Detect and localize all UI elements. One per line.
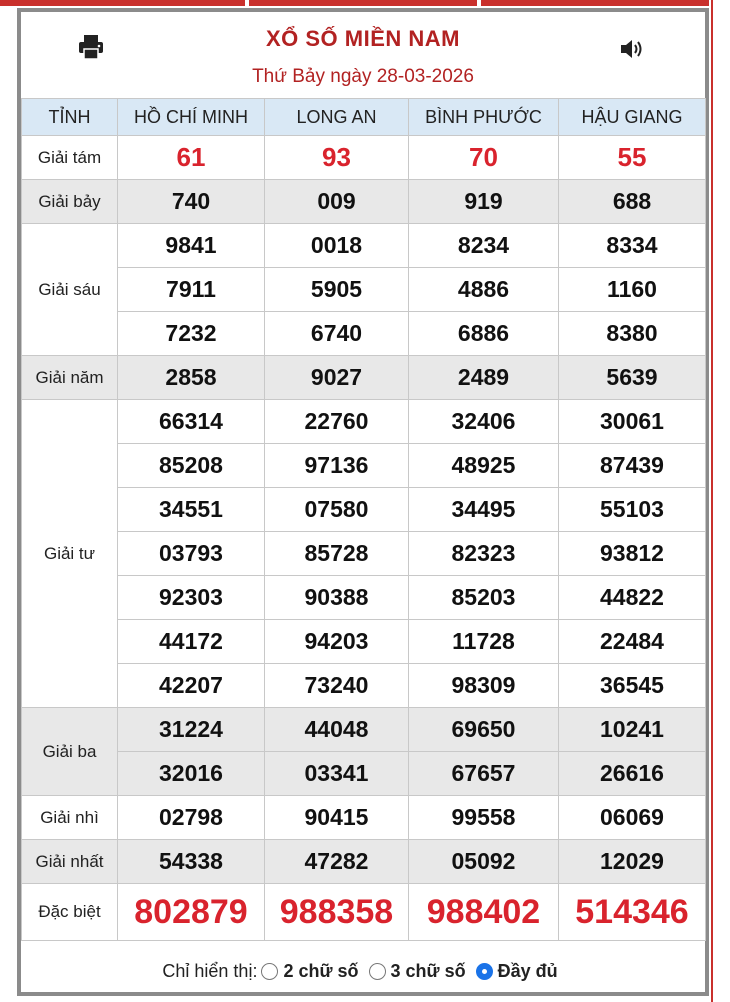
prize-row-g1 (22, 840, 706, 884)
speaker-icon[interactable] (619, 38, 645, 60)
prize-number: 2858 (118, 356, 265, 400)
jackpot-number: 988358 (265, 884, 409, 941)
top-tab-2[interactable] (249, 0, 477, 6)
prize-label: Giải nhì (22, 796, 118, 840)
prize-number: 02798 (118, 796, 265, 840)
prize-number: 34551 (118, 488, 264, 532)
prize-number: 93 (265, 136, 409, 180)
prize-row-g8 (22, 136, 706, 180)
radio-circle-icon[interactable] (261, 963, 278, 980)
prize-number: 740 (118, 180, 265, 224)
prize-row-special (22, 884, 706, 941)
prize-number: 5639 (559, 356, 706, 400)
prize-row-g4 (22, 400, 706, 708)
prize-number: 36545 (600, 672, 664, 698)
prize-number-group (409, 708, 559, 796)
prize-label: Giải tám (22, 136, 118, 180)
jackpot-number: 988402 (409, 884, 559, 941)
province-header-row (22, 99, 706, 136)
prize-number: 70 (409, 136, 559, 180)
prize-number: 54338 (118, 840, 265, 884)
prize-number-group (118, 224, 265, 356)
province-name[interactable]: BÌNH PHƯỚC (409, 99, 559, 136)
prize-number: 48925 (409, 444, 558, 488)
prize-row-g7 (22, 180, 706, 224)
top-tab-3[interactable] (481, 0, 709, 6)
prize-row-g6 (22, 224, 706, 356)
prize-number: 47282 (265, 840, 409, 884)
prize-number: 85728 (265, 532, 408, 576)
prize-label: Giải tư (22, 400, 118, 708)
prize-number: 44172 (118, 620, 264, 664)
display-filter (21, 950, 705, 992)
prize-number: 32406 (409, 400, 558, 444)
province-name[interactable]: HỒ CHÍ MINH (118, 99, 265, 136)
prize-number: 22760 (265, 400, 408, 444)
prize-number: 919 (409, 180, 559, 224)
jackpot-number: 802879 (118, 884, 265, 941)
prize-number-group (559, 400, 706, 708)
results-header (21, 12, 705, 98)
prize-number: 7911 (118, 268, 264, 312)
prize-number: 8334 (559, 224, 705, 268)
prize-number: 12029 (559, 840, 706, 884)
prize-number: 93812 (559, 532, 705, 576)
prize-number: 66314 (118, 400, 264, 444)
prize-number: 2489 (409, 356, 559, 400)
prize-number: 55 (559, 136, 706, 180)
prize-label: Giải năm (22, 356, 118, 400)
jackpot-number: 514346 (559, 884, 706, 941)
radio-label[interactable]: 2 chữ số (283, 960, 359, 981)
radio-2-digits[interactable] (261, 961, 364, 982)
prize-number-group (559, 708, 706, 796)
prize-number-group (118, 400, 265, 708)
prize-number: 5905 (265, 268, 408, 312)
prize-number: 10241 (559, 708, 705, 752)
prize-number: 82323 (409, 532, 558, 576)
prize-number: 90415 (265, 796, 409, 840)
radio-full[interactable] (476, 961, 564, 982)
prize-row-g5 (22, 356, 706, 400)
prize-number: 87439 (559, 444, 705, 488)
prize-number: 8234 (409, 224, 558, 268)
prize-number: 90388 (265, 576, 408, 620)
prize-number-group (265, 400, 409, 708)
results-table (21, 98, 706, 941)
prize-number: 94203 (265, 620, 408, 664)
prize-number-group (409, 400, 559, 708)
prize-number: 9841 (118, 224, 264, 268)
prize-number: 6886 (457, 320, 510, 346)
prize-number: 05092 (409, 840, 559, 884)
prize-number: 97136 (265, 444, 408, 488)
prize-number: 61 (118, 136, 265, 180)
prize-label: Giải nhất (22, 840, 118, 884)
prize-number-group (559, 224, 706, 356)
prize-number: 03341 (304, 760, 369, 786)
prize-label: Giải ba (22, 708, 118, 796)
prize-number-group (265, 224, 409, 356)
prize-label: Đặc biệt (22, 884, 118, 941)
prize-number: 4886 (409, 268, 558, 312)
prize-number: 67657 (451, 760, 516, 786)
prize-number: 73240 (304, 672, 369, 698)
province-name[interactable]: LONG AN (265, 99, 409, 136)
prize-number: 009 (265, 180, 409, 224)
prize-number: 26616 (600, 760, 664, 786)
prize-number-group (409, 224, 559, 356)
results-panel (17, 8, 709, 996)
radio-label[interactable]: 3 chữ số (390, 960, 466, 981)
prize-number: 34495 (409, 488, 558, 532)
page-title: XỔ SỐ MIỀN NAM (265, 26, 460, 51)
prize-number: 44822 (559, 576, 705, 620)
prize-number: 85203 (409, 576, 558, 620)
province-name[interactable]: HẬU GIANG (559, 99, 706, 136)
prize-number: 11728 (409, 620, 558, 664)
prize-label: Giải sáu (22, 224, 118, 356)
display-filter-label: Chỉ hiển thị: (162, 960, 258, 981)
prize-number: 07580 (265, 488, 408, 532)
prize-number-group (118, 708, 265, 796)
prize-number: 55103 (559, 488, 705, 532)
prize-number: 98309 (451, 672, 516, 698)
prize-number: 7232 (165, 320, 217, 346)
prize-number: 99558 (409, 796, 559, 840)
prize-number: 03793 (118, 532, 264, 576)
prize-number: 30061 (559, 400, 705, 444)
province-column-label: TỈNH (22, 99, 118, 136)
draw-date: Thứ Bảy ngày 28-03-2026 (252, 66, 474, 87)
radio-label[interactable]: Đầy đủ (497, 960, 558, 981)
prize-number: 688 (559, 180, 706, 224)
right-edge-bar (711, 0, 730, 1002)
top-tab-1[interactable] (0, 0, 245, 6)
radio-circle-selected-icon[interactable] (476, 963, 493, 980)
prize-number: 8380 (606, 320, 658, 346)
prize-number: 92303 (118, 576, 264, 620)
prize-row-g2 (22, 796, 706, 840)
prize-number: 69650 (409, 708, 558, 752)
prize-number: 06069 (559, 796, 706, 840)
prize-row-g3 (22, 708, 706, 796)
prize-number: 85208 (118, 444, 264, 488)
radio-circle-icon[interactable] (369, 963, 386, 980)
prize-number: 1160 (559, 268, 705, 312)
prize-number: 31224 (118, 708, 264, 752)
prize-number: 42207 (159, 672, 223, 698)
prize-number-group (265, 708, 409, 796)
prize-number: 22484 (559, 620, 705, 664)
prize-number: 0018 (265, 224, 408, 268)
prize-label: Giải bảy (22, 180, 118, 224)
prize-number: 32016 (159, 760, 223, 786)
prize-number: 44048 (265, 708, 408, 752)
prize-number: 6740 (310, 320, 363, 346)
radio-3-digits[interactable] (369, 961, 472, 982)
prize-number: 9027 (265, 356, 409, 400)
top-tab-bar (0, 0, 730, 6)
